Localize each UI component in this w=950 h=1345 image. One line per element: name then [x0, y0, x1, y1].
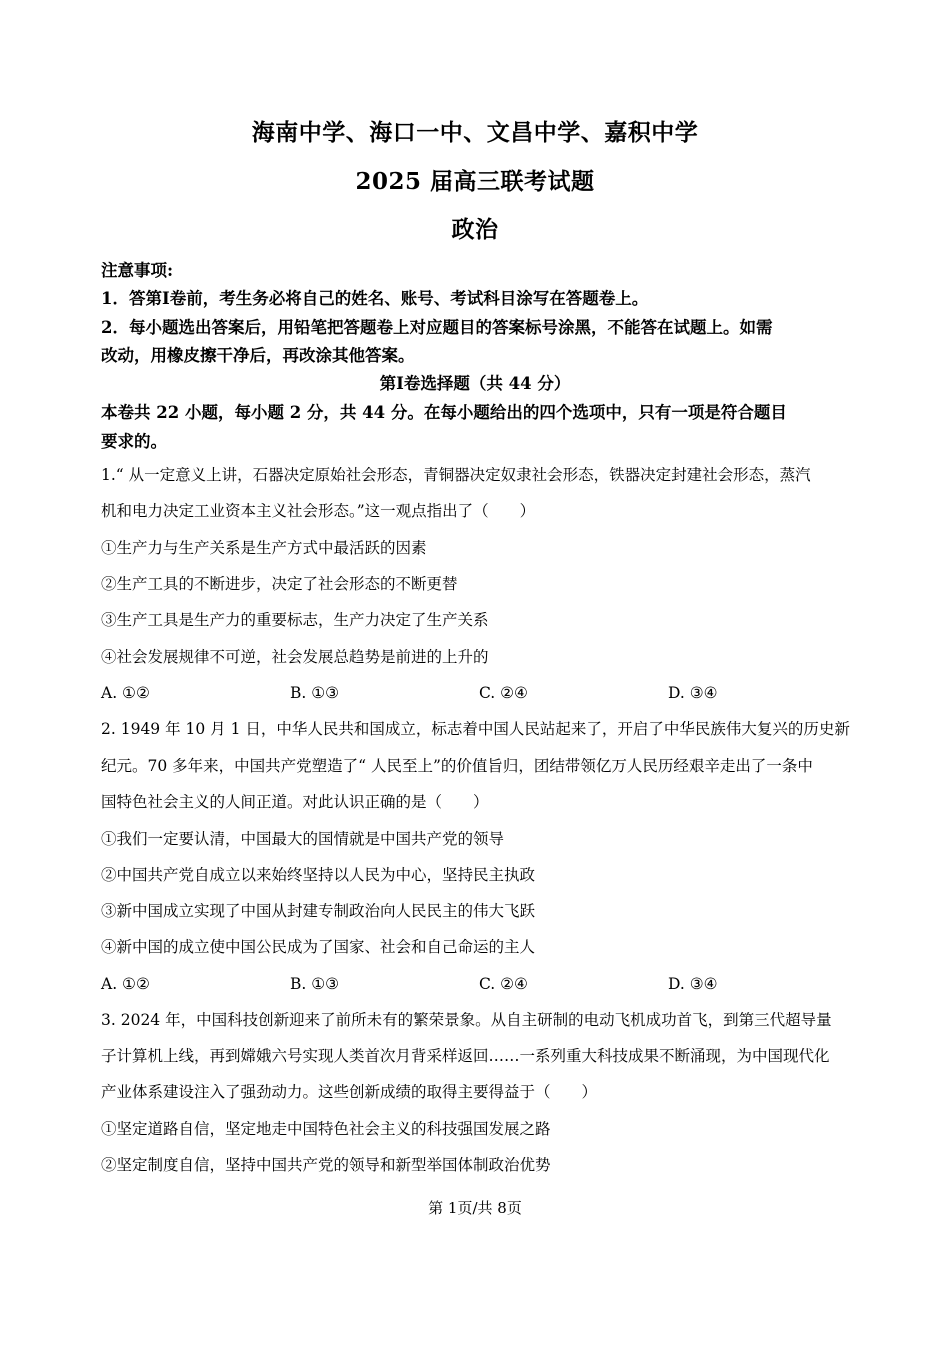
- page-footer: 第 1页/共 8页: [428, 1199, 522, 1217]
- question-2-statement: ③新中国成立实现了中国从封建专制政治向人民民主的伟大飞跃: [101, 902, 536, 920]
- question-1-option-a: A. ①②: [101, 684, 150, 702]
- question-3-stem: 产业体系建设注入了强劲动力。这些创新成绩的取得主要得益于（ ）: [101, 1083, 598, 1101]
- schools-title: 海南中学、海口一中、文昌中学、嘉积中学: [251, 119, 699, 146]
- question-1-stem: 1.“ 从一定意义上讲，石器决定原始社会形态，青铜器决定奴隶社会形态，铁器决定封建社会形态，蒸汽: [101, 466, 811, 484]
- question-2-option-d: D. ③④: [668, 975, 718, 993]
- section-title: 第Ⅰ卷选择题（共 44 分）: [379, 374, 571, 393]
- section-instructions: 要求的。: [101, 432, 167, 451]
- note-item: 1．答第Ⅰ卷前，考生务必将自己的姓名、账号、考试科目涂写在答题卷上。: [101, 289, 649, 308]
- note-item: 2．每小题选出答案后，用铅笔把答题卷上对应题目的答案标号涂黑，不能答在试题上。如需: [101, 318, 773, 337]
- question-2-statement: ①我们一定要认清，中国最大的国情就是中国共产党的领导: [101, 830, 505, 848]
- question-2-stem: 纪元。70 多年来，中国共产党塑造了“ 人民至上”的价值旨归，团结带领亿万人民历经艰辛走出了一条中: [101, 757, 813, 775]
- question-1-stem: 机和电力决定工业资本主义社会形态。”这一观点指出了（ ）: [101, 502, 536, 520]
- question-2-stem: 2. 1949 年 10 月 1 日，中华人民共和国成立，标志着中国人民站起来了，开启了中华民族伟大复兴的历史新: [101, 720, 850, 738]
- question-3-statement: ②坚定制度自信，坚持中国共产党的领导和新型举国体制政治优势: [101, 1156, 551, 1174]
- question-1-option-d: D. ③④: [668, 684, 718, 702]
- section-instructions: 本卷共 22 小题，每小题 2 分，共 44 分。在每小题给出的四个选项中，只有一项是符合题目: [101, 403, 787, 422]
- question-2-stem: 国特色社会主义的人间正道。对此认识正确的是（ ）: [101, 793, 489, 811]
- question-1-statement: ④社会发展规律不可逆，社会发展总趋势是前进的上升的: [101, 648, 489, 666]
- question-1-statement: ①生产力与生产关系是生产方式中最活跃的因素: [101, 539, 427, 557]
- question-2-statement: ②中国共产党自成立以来始终坚持以人民为中心，坚持民主执政: [101, 866, 536, 884]
- question-2-statement: ④新中国的成立使中国公民成为了国家、社会和自己命运的主人: [101, 938, 536, 956]
- question-1-option-b: B. ①③: [290, 684, 340, 702]
- question-1-option-c: C. ②④: [479, 684, 528, 702]
- question-2-option-a: A. ①②: [101, 975, 150, 993]
- question-2-option-c: C. ②④: [479, 975, 528, 993]
- question-2-option-b: B. ①③: [290, 975, 340, 993]
- question-3-stem: 3. 2024 年，中国科技创新迎来了前所未有的繁荣景象。从自主研制的电动飞机成功首飞，到第三代超导量: [101, 1011, 832, 1029]
- question-1-statement: ②生产工具的不断进步，决定了社会形态的不断更替: [101, 575, 458, 593]
- exam-title: 2025 届高三联考试题: [355, 168, 595, 195]
- question-3-statement: ①坚定道路自信，坚定地走中国特色社会主义的科技强国发展之路: [101, 1120, 551, 1138]
- notes-heading: 注意事项:: [101, 261, 174, 280]
- note-item: 改动，用橡皮擦干净后，再改涂其他答案。: [101, 346, 415, 365]
- question-3-stem: 子计算机上线，再到嫦娥六号实现人类首次月背采样返回……一系列重大科技成果不断涌现，为中国现代化: [101, 1047, 830, 1065]
- question-1-statement: ③生产工具是生产力的重要标志，生产力决定了生产关系: [101, 611, 489, 629]
- subject-title: 政治: [451, 216, 499, 243]
